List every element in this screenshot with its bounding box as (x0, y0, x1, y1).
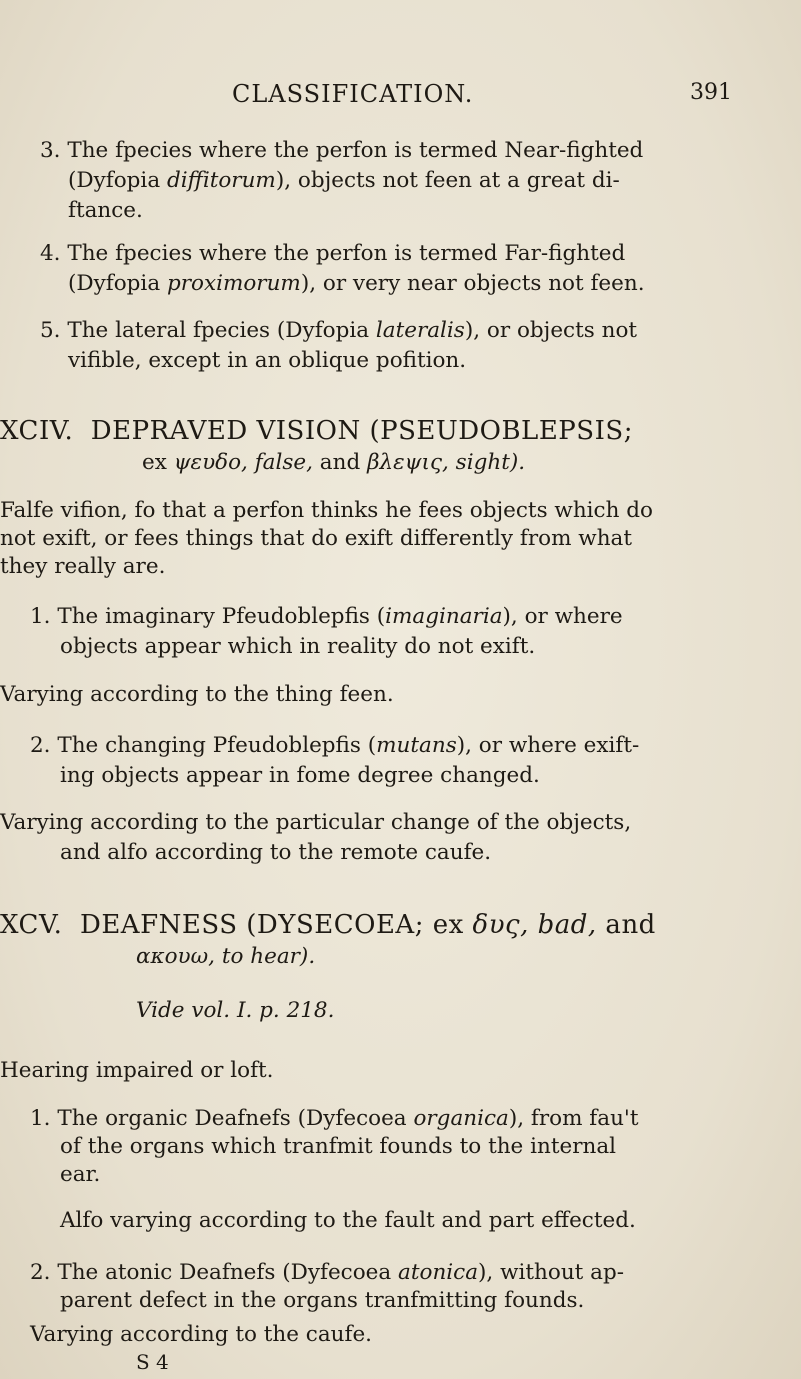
section-xcv-heading: XCV. DEAFNESS (DYSECOEA; ex δυς, bad, and (0, 910, 656, 940)
xciv-item-1-varying: Varying according to the thing feen. (0, 682, 394, 707)
xciv-item-2-line-1: 2. The changing Pfeudoblepfis (mutans), or where exift- (30, 733, 640, 758)
section-xcv-etymology: ακουω, to hear). (136, 944, 316, 969)
item-3-line-1: 3. The fpecies where the perfon is termed Near-fighted (40, 138, 644, 163)
running-header-title: CLASSIFICATION. (232, 80, 474, 108)
item-4-line-1: 4. The fpecies where the perfon is termed Far-fighted (40, 241, 626, 266)
section-xciv-etymology: ex ψευδο, false, and βλεψις, sight). (142, 450, 526, 475)
page-number: 391 (690, 80, 732, 105)
section-xcv-vide-reference: Vide vol. I. p. 218. (136, 998, 335, 1023)
xciv-item-1-line-2: objects appear which in reality do not exift. (60, 634, 536, 659)
xciv-item-1-line-1: 1. The imaginary Pfeudoblepfis (imaginaria), or where (30, 604, 623, 629)
xcv-item-1-line-1: 1. The organic Deafnefs (Dyfecoea organica), from fau't (30, 1106, 639, 1131)
section-xciv-heading: XCIV. DEPRAVED VISION (PSEUDOBLEPSIS; (0, 416, 633, 446)
xcv-item-1-varying: Alfo varying according to the fault and part effected. (60, 1208, 636, 1233)
section-xciv-definition-line-1: Falfe vifion, fo that a perfon thinks he fees objects which do (0, 498, 653, 523)
signature-mark: S 4 (136, 1350, 169, 1374)
item-3-line-2: (Dyfopia diffitorum), objects not feen at a great di- (68, 168, 620, 193)
xcv-item-2-line-1: 2. The atonic Deafnefs (Dyfecoea atonica), without ap- (30, 1260, 624, 1285)
item-4-line-2: (Dyfopia proximorum), or very near objects not feen. (68, 271, 645, 296)
item-3-line-3: ftance. (68, 198, 143, 223)
item-5-line-1: 5. The lateral fpecies (Dyfopia lateralis), or objects not (40, 318, 638, 343)
section-xciv-definition-line-3: they really are. (0, 554, 166, 579)
xciv-item-2-varying-line-2: and alfo according to the remote caufe. (60, 840, 492, 865)
section-xcv-definition: Hearing impaired or loft. (0, 1058, 274, 1083)
xciv-item-2-varying-line-1: Varying according to the particular change of the objects, (0, 810, 632, 835)
xcv-item-1-line-3: ear. (60, 1162, 101, 1187)
section-xciv-definition-line-2: not exift, or fees things that do exift differently from what (0, 526, 632, 551)
xcv-item-2-varying: Varying according to the caufe. (30, 1322, 373, 1347)
item-5-line-2: vifible, except in an oblique pofition. (68, 348, 467, 373)
xcv-item-2-line-2: parent defect in the organs tranfmitting founds. (60, 1288, 585, 1313)
xciv-item-2-line-2: ing objects appear in fome degree changed. (60, 763, 540, 788)
xcv-item-1-line-2: of the organs which tranfmit founds to the internal (60, 1134, 617, 1159)
